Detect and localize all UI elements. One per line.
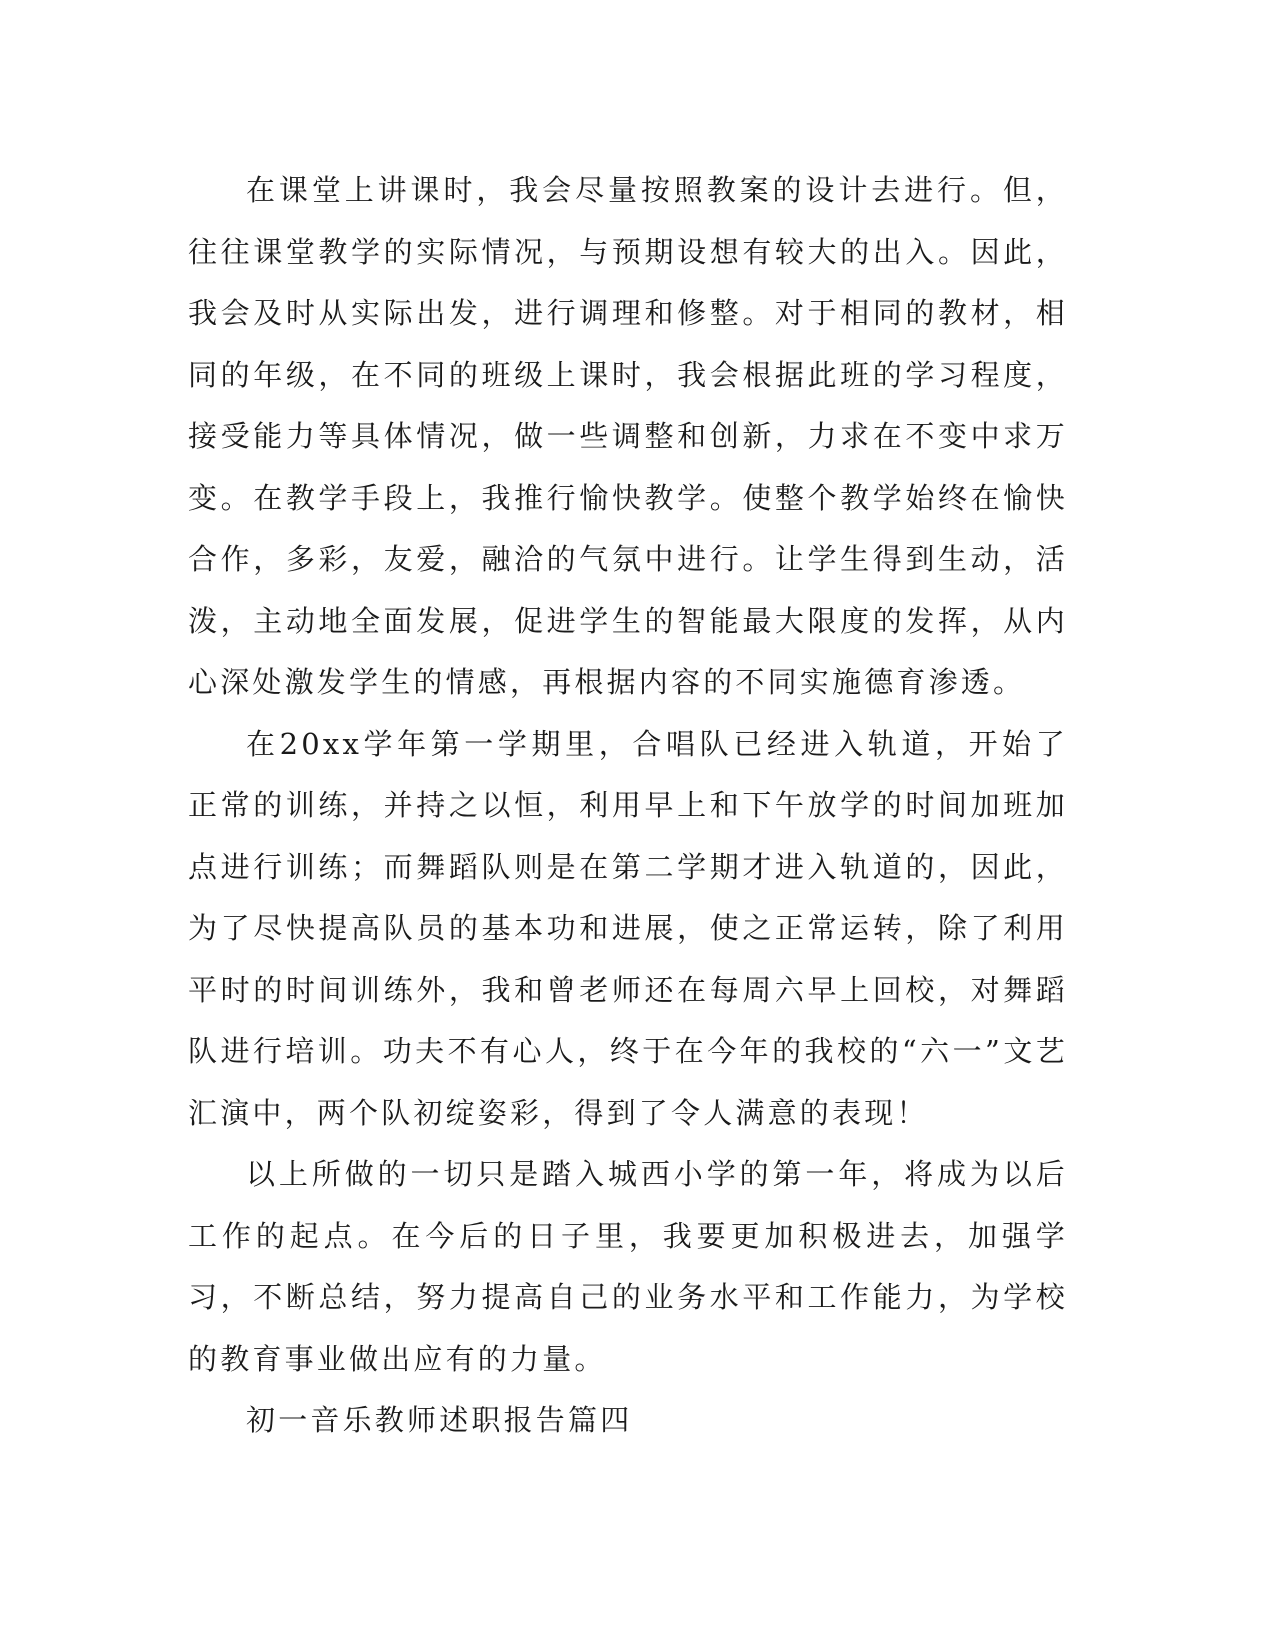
document-body	[188, 160, 1068, 1452]
section-heading: 初一音乐教师述职报告篇四	[246, 1403, 633, 1437]
paragraph-choir-dance-team: 在20xx学年第一学期里，合唱队已经进入轨道，开始了正常的训练，并持之以恒，利用早上和下午放学的时间加班加点进行训练；而舞蹈队则是在第二学期才进入轨道的，因此，为了尽快提高队员的基本功和进展，使之正常运转，除了利用平时的时间训练外，我和曾老师还在每周六早上回校，对舞蹈队进行培训。功夫不有心人，终于在今年的我校的“六一”文艺汇演中，两个队初绽姿彩，得到了令人满意的表现！	[188, 726, 1068, 1130]
paragraph-conclusion: 以上所做的一切只是踏入城西小学的第一年，将成为以后工作的起点。在今后的日子里，我要更加积极进去，加强学习，不断总结，努力提高自己的业务水平和工作能力，为学校的教育事业做出应有的力量。	[188, 1157, 1068, 1376]
paragraph-teaching-methods: 在课堂上讲课时，我会尽量按照教案的设计去进行。但，往往课堂教学的实际情况，与预期设想有较大的出入。因此，我会及时从实际出发，进行调理和修整。对于相同的教材，相同的年级，在不同的班级上课时，我会根据此班的学习程度，接受能力等具体情况，做一些调整和创新，力求在不变中求万变。在教学手段上，我推行愉快教学。使整个教学始终在愉快合作，多彩，友爱，融洽的气氛中进行。让学生得到生动，活泼，主动地全面发展，促进学生的智能最大限度的发挥，从内心深处激发学生的情感，再根据内容的不同实施德育渗透。	[188, 173, 1068, 699]
